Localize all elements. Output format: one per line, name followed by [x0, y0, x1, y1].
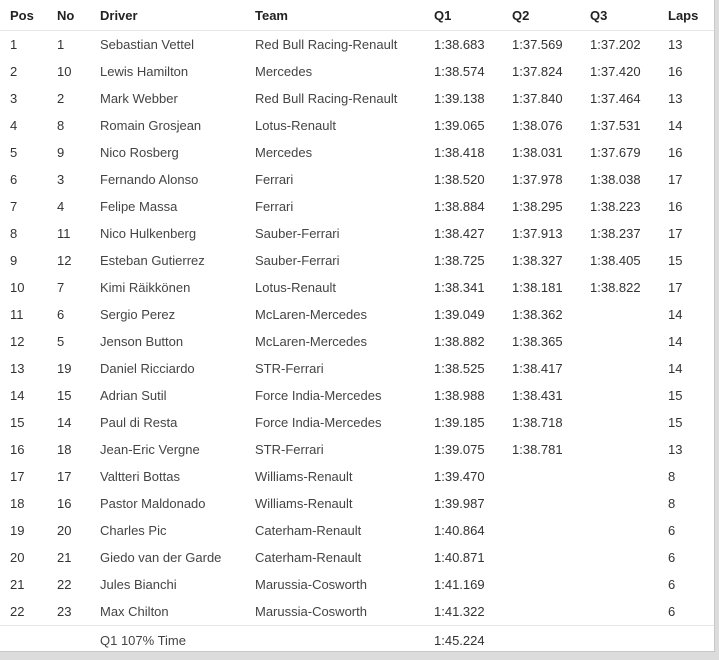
- cell-q1: 1:41.322: [434, 604, 485, 619]
- cell-laps: 6: [668, 604, 676, 619]
- cell-driver: Fernando Alonso: [100, 172, 199, 187]
- cell-driver: Nico Hulkenberg: [100, 226, 197, 241]
- cell-laps: 16: [668, 145, 683, 160]
- cell-pos: 10: [10, 280, 25, 295]
- cell-driver: Adrian Sutil: [100, 388, 167, 403]
- cell-q2: [502, 571, 580, 598]
- footer-row: [0, 626, 714, 655]
- cell-q3: [580, 463, 658, 490]
- cell-pos: 9: [10, 253, 18, 268]
- cell-q1: 1:39.075: [434, 442, 485, 457]
- cell-q2: [502, 463, 580, 490]
- cell-team: Williams-Renault: [255, 496, 353, 511]
- header-laps[interactable]: Laps: [658, 0, 714, 31]
- cell-team: Force India-Mercedes: [255, 415, 382, 430]
- cell-q2: 1:38.076: [512, 118, 563, 133]
- cell-no: 12: [57, 253, 72, 268]
- cell-laps: 15: [668, 253, 683, 268]
- cell-pos: 15: [10, 415, 25, 430]
- cell-team: Williams-Renault: [255, 469, 353, 484]
- footer-no-cell: [47, 626, 90, 655]
- cell-q3: 1:37.679: [590, 145, 641, 160]
- cell-no: 21: [57, 550, 72, 565]
- cell-laps: 17: [668, 226, 683, 241]
- cell-no: 8: [57, 118, 65, 133]
- cell-driver: Lewis Hamilton: [100, 64, 189, 79]
- cell-team: Caterham-Renault: [255, 550, 362, 565]
- cell-driver: Giedo van der Garde: [100, 550, 222, 565]
- cell-laps: 6: [668, 523, 676, 538]
- cell-pos: 13: [10, 361, 25, 376]
- cell-q2: 1:38.362: [512, 307, 563, 322]
- cell-q2: 1:38.031: [512, 145, 563, 160]
- cell-q2: 1:38.431: [512, 388, 563, 403]
- cell-pos: 2: [10, 64, 18, 79]
- header-team[interactable]: Team: [245, 0, 424, 31]
- cell-q2: [502, 490, 580, 517]
- cell-no: 19: [57, 361, 72, 376]
- cell-pos: 22: [10, 604, 25, 619]
- table-row: [0, 301, 714, 328]
- cell-q1: 1:40.871: [434, 550, 485, 565]
- table-row: [0, 463, 714, 490]
- cell-q1: 1:38.882: [434, 334, 485, 349]
- footer-label: Q1 107% Time: [90, 626, 245, 655]
- table-row: [0, 355, 714, 382]
- cell-pos: 7: [10, 199, 18, 214]
- cell-q3: [580, 436, 658, 463]
- cell-q1: 1:38.525: [434, 361, 485, 376]
- cell-q3: [580, 517, 658, 544]
- cell-no: 14: [57, 415, 72, 430]
- cell-team: McLaren-Mercedes: [255, 334, 367, 349]
- cell-team: Ferrari: [255, 172, 294, 187]
- cell-q2: 1:38.327: [512, 253, 563, 268]
- header-no[interactable]: No: [47, 0, 90, 31]
- cell-team: Marussia-Cosworth: [255, 577, 367, 592]
- cell-pos: 16: [10, 442, 25, 457]
- cell-q3: [580, 598, 658, 626]
- shadow-right: [715, 0, 719, 660]
- cell-q3: 1:38.223: [590, 199, 641, 214]
- cell-q2: 1:38.417: [512, 361, 563, 376]
- cell-pos: 20: [10, 550, 25, 565]
- cell-laps: 14: [668, 307, 683, 322]
- cell-pos: 5: [10, 145, 18, 160]
- footer-laps-cell: [658, 626, 714, 655]
- cell-team: Marussia-Cosworth: [255, 604, 367, 619]
- cell-driver: Mark Webber: [100, 91, 178, 106]
- cell-no: 20: [57, 523, 72, 538]
- table-row: [0, 112, 714, 139]
- cell-driver: Pastor Maldonado: [100, 496, 206, 511]
- header-q2[interactable]: Q2: [502, 0, 580, 31]
- cell-q1: 1:39.470: [434, 469, 485, 484]
- cell-q3: [580, 301, 658, 328]
- table-row: [0, 274, 714, 301]
- cell-laps: 6: [668, 550, 676, 565]
- cell-laps: 13: [668, 91, 683, 106]
- cell-team: McLaren-Mercedes: [255, 307, 367, 322]
- footer-team-cell: [245, 626, 424, 655]
- cell-pos: 14: [10, 388, 25, 403]
- cell-laps: 13: [668, 37, 683, 52]
- table-row: [0, 544, 714, 571]
- cell-pos: 18: [10, 496, 25, 511]
- table-row: [0, 328, 714, 355]
- cell-pos: 1: [10, 37, 18, 52]
- cell-no: 1: [57, 37, 65, 52]
- table-row: [0, 220, 714, 247]
- cell-q1: 1:38.520: [434, 172, 485, 187]
- cell-q3: 1:37.420: [590, 64, 641, 79]
- cell-no: 10: [57, 64, 72, 79]
- cell-driver: Jenson Button: [100, 334, 184, 349]
- table-row: [0, 139, 714, 166]
- cell-no: 18: [57, 442, 72, 457]
- cell-q1: 1:38.341: [434, 280, 485, 295]
- cell-q2: 1:37.569: [512, 37, 563, 52]
- cell-q2: 1:37.978: [512, 172, 563, 187]
- cell-driver: Daniel Ricciardo: [100, 361, 195, 376]
- cell-laps: 17: [668, 280, 683, 295]
- cell-team: Mercedes: [255, 145, 313, 160]
- cell-no: 17: [57, 469, 72, 484]
- cell-pos: 11: [10, 307, 24, 322]
- cell-no: 22: [57, 577, 72, 592]
- cell-driver: Romain Grosjean: [100, 118, 202, 133]
- cell-q3: [580, 409, 658, 436]
- cell-no: 5: [57, 334, 65, 349]
- table-header: [0, 0, 714, 31]
- cell-driver: Valtteri Bottas: [100, 469, 180, 484]
- header-driver[interactable]: Driver: [90, 0, 245, 31]
- cell-no: 16: [57, 496, 72, 511]
- table-body: [0, 31, 714, 626]
- cell-q1: 1:38.683: [434, 37, 485, 52]
- cell-q1: 1:39.138: [434, 91, 485, 106]
- cell-laps: 17: [668, 172, 683, 187]
- cell-laps: 8: [668, 496, 676, 511]
- cell-laps: 16: [668, 64, 683, 79]
- cell-q1: 1:39.987: [434, 496, 485, 511]
- header-row: [0, 0, 714, 31]
- cell-team: STR-Ferrari: [255, 361, 324, 376]
- cell-team: Sauber-Ferrari: [255, 253, 340, 268]
- cell-no: 9: [57, 145, 65, 160]
- cell-q1: 1:38.884: [434, 199, 485, 214]
- cell-team: Sauber-Ferrari: [255, 226, 340, 241]
- cell-laps: 13: [668, 442, 683, 457]
- cell-q2: 1:38.781: [512, 442, 563, 457]
- cell-team: STR-Ferrari: [255, 442, 324, 457]
- cell-q3: [580, 328, 658, 355]
- table-row: [0, 409, 714, 436]
- cell-team: Mercedes: [255, 64, 313, 79]
- cell-pos: 17: [10, 469, 25, 484]
- footer-pos-cell: [0, 626, 47, 655]
- cell-team: Lotus-Renault: [255, 280, 336, 295]
- table-row: [0, 58, 714, 85]
- cell-q1: 1:38.574: [434, 64, 485, 79]
- cell-team: Red Bull Racing-Renault: [255, 91, 398, 106]
- cell-laps: 16: [668, 199, 683, 214]
- cell-no: 7: [57, 280, 65, 295]
- table-row: [0, 436, 714, 463]
- cell-q1: 1:39.185: [434, 415, 485, 430]
- table-row: [0, 490, 714, 517]
- cell-q2: [502, 544, 580, 571]
- cell-driver: Charles Pic: [100, 523, 167, 538]
- cell-pos: 21: [10, 577, 25, 592]
- cell-q3: [580, 382, 658, 409]
- cell-no: 4: [57, 199, 65, 214]
- cell-q2: [502, 517, 580, 544]
- cell-team: Caterham-Renault: [255, 523, 362, 538]
- cell-q1: 1:41.169: [434, 577, 485, 592]
- table-row: [0, 31, 714, 59]
- cell-driver: Paul di Resta: [100, 415, 178, 430]
- table-row: [0, 571, 714, 598]
- cell-q1: 1:38.427: [434, 226, 485, 241]
- cell-no: 23: [57, 604, 72, 619]
- cell-team: Force India-Mercedes: [255, 388, 382, 403]
- cell-no: 15: [57, 388, 72, 403]
- cell-no: 6: [57, 307, 65, 322]
- cell-q3: 1:37.531: [590, 118, 641, 133]
- footer-q3-cell: [580, 626, 658, 655]
- cell-q3: 1:37.202: [590, 37, 641, 52]
- cell-laps: 14: [668, 334, 683, 349]
- cell-q3: [580, 490, 658, 517]
- table-row: [0, 598, 714, 626]
- cell-q3: 1:38.822: [590, 280, 641, 295]
- cell-pos: 4: [10, 118, 18, 133]
- cell-driver: Nico Rosberg: [100, 145, 179, 160]
- cell-pos: 19: [10, 523, 25, 538]
- cell-laps: 14: [668, 118, 683, 133]
- cell-q1: 1:39.049: [434, 307, 485, 322]
- cell-q3: [580, 355, 658, 382]
- table-row: [0, 247, 714, 274]
- cell-q2: [502, 598, 580, 626]
- table-footer: [0, 626, 714, 655]
- cell-driver: Sergio Perez: [100, 307, 176, 322]
- cell-no: 11: [57, 226, 71, 241]
- cell-team: Lotus-Renault: [255, 118, 336, 133]
- cell-q3: 1:38.405: [590, 253, 641, 268]
- cell-laps: 14: [668, 361, 683, 376]
- cell-laps: 6: [668, 577, 676, 592]
- cell-q1: 1:38.725: [434, 253, 485, 268]
- cell-driver: Max Chilton: [100, 604, 169, 619]
- cell-driver: Esteban Gutierrez: [100, 253, 205, 268]
- table-row: [0, 382, 714, 409]
- cell-q2: 1:38.295: [512, 199, 563, 214]
- cell-q1: 1:38.988: [434, 388, 485, 403]
- cell-q2: 1:38.181: [512, 280, 563, 295]
- cell-q1: 1:39.065: [434, 118, 485, 133]
- cell-q2: 1:37.913: [512, 226, 563, 241]
- cell-team: Ferrari: [255, 199, 294, 214]
- header-pos[interactable]: Pos: [0, 0, 47, 31]
- cell-driver: Sebastian Vettel: [100, 37, 194, 52]
- cell-q1: 1:38.418: [434, 145, 485, 160]
- cell-driver: Jean-Eric Vergne: [100, 442, 200, 457]
- cell-driver: Kimi Räikkönen: [100, 280, 191, 295]
- cell-q1: 1:40.864: [434, 523, 485, 538]
- cell-q2: 1:37.824: [512, 64, 563, 79]
- cell-pos: 3: [10, 91, 18, 106]
- table-row: [0, 85, 714, 112]
- cell-pos: 12: [10, 334, 25, 349]
- cell-driver: Felipe Massa: [100, 199, 178, 214]
- cell-q3: [580, 571, 658, 598]
- cell-q2: 1:38.718: [512, 415, 563, 430]
- table-row: [0, 193, 714, 220]
- table-row: [0, 166, 714, 193]
- header-q1[interactable]: Q1: [424, 0, 502, 31]
- footer-q2-cell: [502, 626, 580, 655]
- footer-q1-time: 1:45.224: [424, 626, 502, 655]
- cell-laps: 8: [668, 469, 676, 484]
- cell-laps: 15: [668, 415, 683, 430]
- cell-q3: 1:37.464: [590, 91, 641, 106]
- cell-pos: 6: [10, 172, 18, 187]
- cell-q2: 1:38.365: [512, 334, 563, 349]
- cell-q3: [580, 544, 658, 571]
- header-q3[interactable]: Q3: [580, 0, 658, 31]
- cell-pos: 8: [10, 226, 18, 241]
- cell-q3: 1:38.237: [590, 226, 641, 241]
- cell-laps: 15: [668, 388, 683, 403]
- cell-no: 2: [57, 91, 65, 106]
- cell-q2: 1:37.840: [512, 91, 563, 106]
- cell-q3: 1:38.038: [590, 172, 641, 187]
- cell-no: 3: [57, 172, 65, 187]
- cell-team: Red Bull Racing-Renault: [255, 37, 398, 52]
- cell-driver: Jules Bianchi: [100, 577, 177, 592]
- table-row: [0, 517, 714, 544]
